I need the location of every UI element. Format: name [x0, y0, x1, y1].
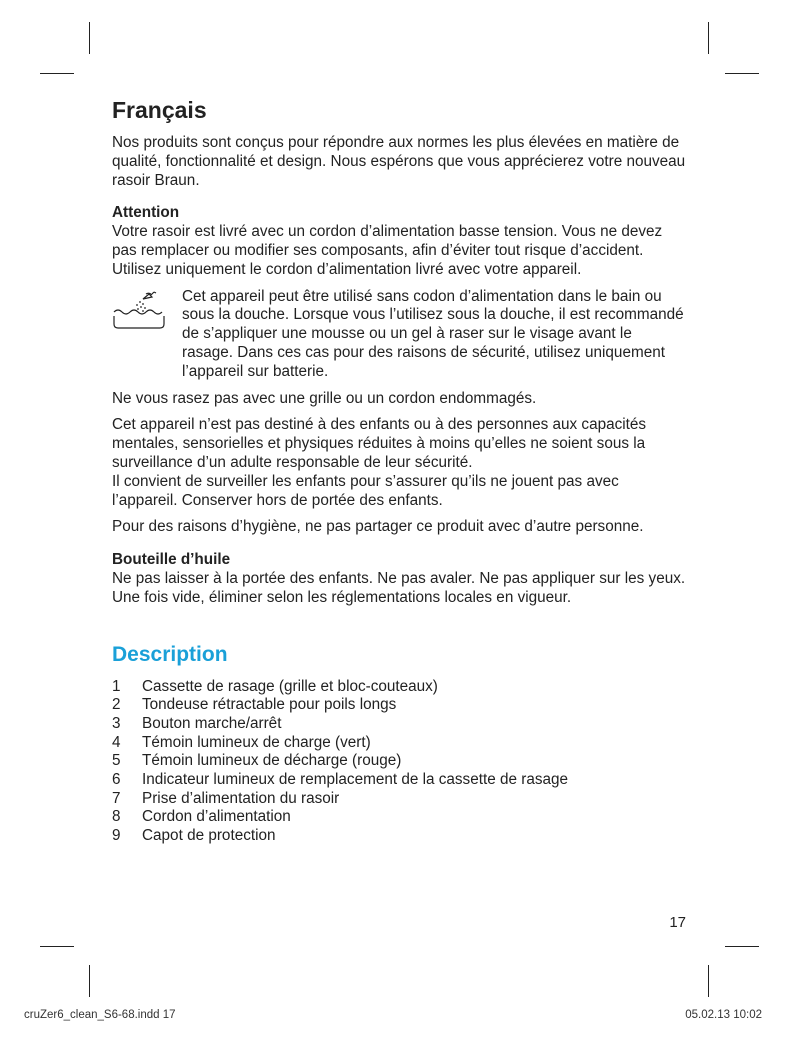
list-item-number: 3: [112, 714, 121, 732]
children-warning-text-1: Cet appareil n’est pas destiné à des enfants ou à des personnes aux capacités mentales, sensorielles et physiques réduites à moins qu’elles ne soient sous la surveillance d’un adulte responsable de leur sécurité.: [112, 416, 647, 471]
children-warning-text-2: Il convient de surveiller les enfants pour s’assurer qu’ils ne jouent pas avec l’appareil. Conserver hors de portée des enfants.: [112, 472, 619, 509]
crop-mark-bottom-left-horizontal: [40, 946, 74, 947]
list-item-label: Témoin lumineux de décharge (rouge): [142, 752, 402, 770]
crop-mark-top-left-horizontal: [40, 73, 74, 74]
list-item: [112, 696, 687, 715]
attention-title: Attention: [112, 204, 180, 222]
list-item-label: Cordon d’alimentation: [142, 808, 291, 826]
attention-section: [112, 204, 687, 279]
description-title: Description: [112, 642, 228, 666]
page-content: [112, 96, 687, 846]
page-title: Français: [112, 97, 207, 123]
crop-mark-top-right-vertical: [708, 22, 709, 54]
damaged-warning-paragraph: Ne vous rasez pas avec une grille ou un cordon endommagés.: [112, 389, 537, 407]
list-item-label: Indicateur lumineux de remplacement de la cassette de rasage: [142, 771, 569, 789]
list-item: [112, 790, 687, 809]
list-item: [112, 715, 687, 734]
slug-datetime: 05.02.13 10:02: [685, 1009, 762, 1021]
list-item-number: 1: [112, 677, 121, 695]
shower-bath-icon: [112, 288, 182, 382]
list-item-number: 6: [112, 771, 121, 789]
crop-mark-bottom-left-vertical: [89, 965, 90, 997]
attention-text: Votre rasoir est livré avec un cordon d’alimentation basse tension. Vous ne devez pas remplacer ou modifier ses composants, afin d’éviter tout risque d’accident. Utilisez uniquement le cordon d’alimentation livré avec votre appareil.: [112, 223, 663, 278]
list-item-label: Témoin lumineux de charge (vert): [142, 733, 371, 751]
list-item-label: Bouton marche/arrêt: [142, 714, 282, 732]
crop-mark-bottom-right-horizontal: [725, 946, 759, 947]
list-item-label: Cassette de rasage (grille et bloc-couteaux): [142, 677, 438, 695]
bath-warning-text: Cet appareil peut être utilisé sans codon d’alimentation dans le bain ou sous la douche. Lorsque vous l’utilisez sous la douche, il est recommandé de s’appliquer une mousse ou un gel à raser sur le visage avant le rasage. Dans ces cas pour des raisons de sécurité, utilisez uniquement l’appareil sur batterie.: [182, 287, 684, 380]
list-item: [112, 827, 687, 846]
crop-mark-top-left-vertical: [89, 22, 90, 54]
list-item-number: 2: [112, 696, 121, 714]
list-item-number: 4: [112, 733, 121, 751]
children-warning-paragraph: [112, 416, 687, 510]
oil-text: Ne pas laisser à la portée des enfants. Ne pas avaler. Ne pas appliquer sur les yeux. Une fois vide, éliminer selon les réglementations locales en vigueur.: [112, 569, 686, 606]
list-item: [112, 771, 687, 790]
page-number: 17: [669, 914, 686, 931]
list-item: [112, 808, 687, 827]
list-item: [112, 678, 687, 697]
intro-paragraph: Nos produits sont conçus pour répondre aux normes les plus élevées en matière de qualité, fonctionnalité et design. Nous espérons que vous apprécierez votre nouveau rasoir Braun.: [112, 134, 686, 189]
list-item: [112, 734, 687, 753]
bath-warning: [112, 288, 687, 382]
list-item-label: Capot de protection: [142, 827, 276, 845]
list-item-label: Tondeuse rétractable pour poils longs: [142, 696, 397, 714]
crop-mark-top-right-horizontal: [725, 73, 759, 74]
list-item-number: 8: [112, 808, 121, 826]
hygiene-paragraph: Pour des raisons d’hygiène, ne pas partager ce produit avec d’autre personne.: [112, 518, 644, 536]
list-item-number: 9: [112, 827, 121, 845]
list-item-label: Prise d’alimentation du rasoir: [142, 789, 340, 807]
list-item-number: 7: [112, 789, 121, 807]
oil-title: Bouteille d’huile: [112, 551, 231, 569]
slug-filename: cruZer6_clean_S6-68.indd 17: [24, 1009, 176, 1021]
list-item-number: 5: [112, 752, 121, 770]
parts-list: [112, 678, 687, 846]
list-item: [112, 752, 687, 771]
oil-section: [112, 551, 687, 607]
crop-mark-bottom-right-vertical: [708, 965, 709, 997]
